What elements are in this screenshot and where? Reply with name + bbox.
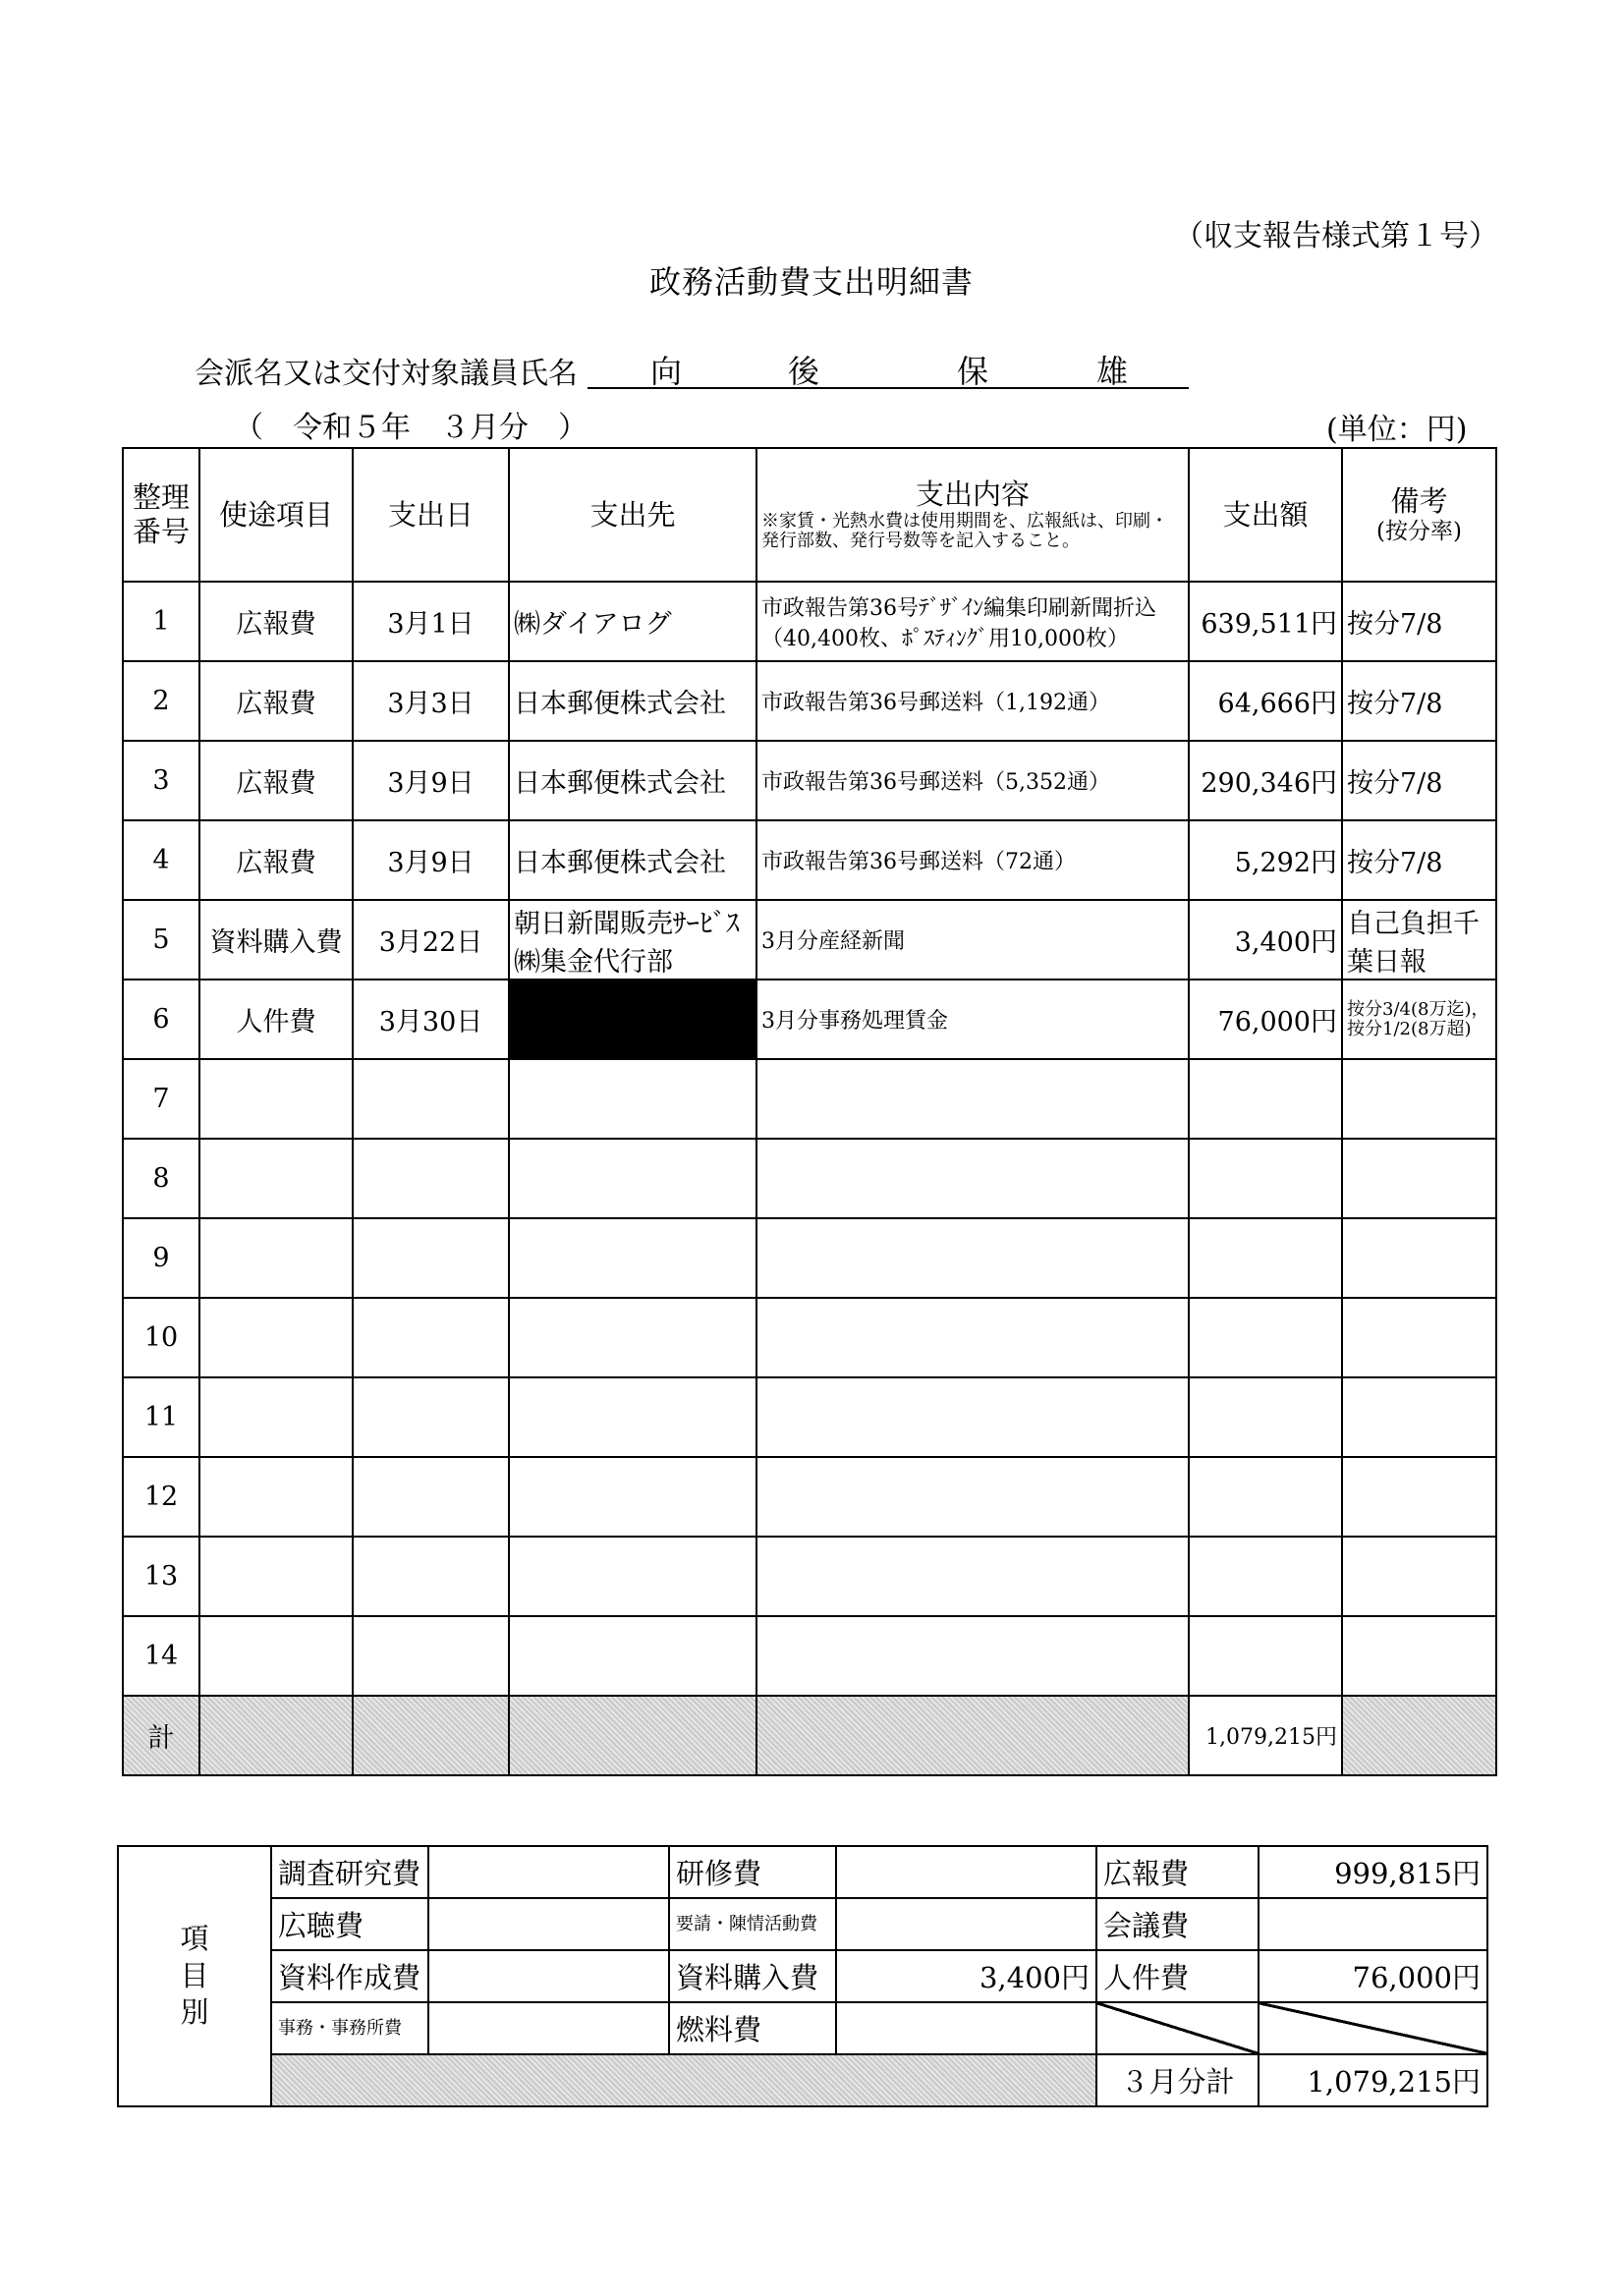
shaded-cell: [271, 2054, 1096, 2106]
row-date: [353, 1616, 509, 1696]
summary-label: 会議費: [1096, 1898, 1259, 1950]
total-label: 計: [123, 1696, 199, 1775]
row-purpose: [199, 1218, 353, 1298]
row-amount: [1189, 1457, 1342, 1537]
row-payee: 日本郵便株式会社: [509, 741, 756, 820]
row-remarks: 按分7/8: [1342, 820, 1496, 900]
table-row: [123, 1139, 1496, 1218]
summary-label: 広報費: [1096, 1846, 1259, 1898]
month-total-label: ３月分計: [1096, 2054, 1259, 2106]
summary-label: 資料購入費: [669, 1950, 836, 2002]
header-content-note: ※家賃・光熱水費は使用期間を、広報紙は、印刷・発行部数、発行号数等を記入すること。: [761, 510, 1168, 552]
shaded-cell: [756, 1696, 1189, 1775]
row-remarks: 按分7/8: [1342, 741, 1496, 820]
summary-value: 999,815円: [1259, 1846, 1487, 1898]
row-remarks: 按分7/8: [1342, 582, 1496, 661]
row-date: [353, 1377, 509, 1457]
row-remarks: [1342, 1457, 1496, 1537]
summary-value: [1259, 1898, 1487, 1950]
row-remarks: [1342, 1377, 1496, 1457]
member-name-char: 向: [650, 353, 683, 390]
summary-label: 要請・陳情活動費: [669, 1898, 836, 1950]
summary-label: 事務・事務所費: [271, 2002, 428, 2054]
row-date: [353, 1218, 509, 1298]
row-remarks: [1342, 1298, 1496, 1377]
row-content: 市政報告第36号郵送料（72通）: [756, 820, 1189, 900]
row-remarks: 自己負担千葉日報: [1342, 900, 1496, 980]
row-number: 4: [123, 820, 199, 900]
row-remarks: [1342, 1218, 1496, 1298]
month-total-value: 1,079,215円: [1259, 2054, 1487, 2106]
row-remarks: [1342, 1059, 1496, 1139]
table-row: [123, 1537, 1496, 1616]
row-amount: 290,346円: [1189, 741, 1342, 820]
row-purpose: 資料購入費: [199, 900, 353, 980]
row-number: 12: [123, 1457, 199, 1537]
summary-label: 資料作成費: [271, 1950, 428, 2002]
table-row: [123, 582, 1496, 661]
summary-label: 人件費: [1096, 1950, 1259, 2002]
row-amount: 64,666円: [1189, 661, 1342, 741]
row-payee: [509, 1139, 756, 1218]
header-date: 支出日: [353, 448, 509, 582]
row-purpose: 広報費: [199, 582, 353, 661]
row-amount: [1189, 1218, 1342, 1298]
row-payee: [509, 1616, 756, 1696]
table-row: [123, 1298, 1496, 1377]
row-content: [756, 1218, 1189, 1298]
summary-row: [118, 1950, 1487, 2002]
row-amount: 639,511円: [1189, 582, 1342, 661]
row-amount: [1189, 1059, 1342, 1139]
row-content: 3月分事務処理賃金: [756, 980, 1189, 1059]
header-amount: 支出額: [1189, 448, 1342, 582]
row-amount: [1189, 1537, 1342, 1616]
row-content: 市政報告第36号郵送料（5,352通）: [756, 741, 1189, 820]
row-amount: 3,400円: [1189, 900, 1342, 980]
expense-table: [122, 447, 1497, 1776]
row-payee: [509, 1059, 756, 1139]
member-name-char: 後: [788, 353, 820, 390]
member-label: 会派名又は交付対象議員氏名: [195, 357, 578, 391]
table-row: [123, 1616, 1496, 1696]
summary-value: [836, 1846, 1096, 1898]
row-date: [353, 1139, 509, 1218]
total-row: [123, 1696, 1496, 1775]
row-date: [353, 1059, 509, 1139]
summary-total-row: [118, 2054, 1487, 2106]
summary-label: 調査研究費: [271, 1846, 428, 1898]
summary-side-label: 項 目 別: [118, 1846, 271, 2106]
table-row: [123, 900, 1496, 980]
row-payee: ㈱ダイアログ: [509, 582, 756, 661]
row-payee: [509, 1298, 756, 1377]
header-content-title: 支出内容: [915, 476, 1030, 511]
summary-label: 燃料費: [669, 2002, 836, 2054]
summary-value: [428, 1950, 669, 2002]
row-content: 3月分産経新聞: [756, 900, 1189, 980]
row-amount: [1189, 1298, 1342, 1377]
row-remarks: [1342, 1616, 1496, 1696]
redacted-payee: [509, 980, 756, 1059]
row-date: [353, 1457, 509, 1537]
table-row: [123, 1218, 1496, 1298]
shaded-cell: [509, 1696, 756, 1775]
summary-value: [428, 1846, 669, 1898]
header-purpose: 使途項目: [199, 448, 353, 582]
row-content: [756, 1298, 1189, 1377]
row-purpose: [199, 1457, 353, 1537]
member-name-char: 保: [957, 353, 989, 390]
row-amount: [1189, 1616, 1342, 1696]
summary-value: [428, 2002, 669, 2054]
row-date: 3月9日: [353, 741, 509, 820]
row-number: 3: [123, 741, 199, 820]
row-payee: [509, 1218, 756, 1298]
summary-row: [118, 2002, 1487, 2054]
row-number: 5: [123, 900, 199, 980]
row-amount: 5,292円: [1189, 820, 1342, 900]
row-purpose: 広報費: [199, 741, 353, 820]
row-payee: 朝日新聞販売ｻｰﾋﾞｽ㈱集金代行部: [509, 900, 756, 980]
summary-label: 研修費: [669, 1846, 836, 1898]
row-date: 3月9日: [353, 820, 509, 900]
table-header-row: [123, 448, 1496, 582]
period: （ 令和５年 ３月分 ）: [234, 411, 588, 445]
summary-row: [118, 1898, 1487, 1950]
diagonal-cell: [1259, 2002, 1487, 2054]
row-payee: [509, 1377, 756, 1457]
table-row: [123, 980, 1496, 1059]
summary-value: [836, 2002, 1096, 2054]
header-remarks-title: 備考: [1390, 483, 1448, 518]
form-number: （収支報告様式第１号）: [1174, 219, 1498, 253]
row-amount: [1189, 1139, 1342, 1218]
row-purpose: [199, 1059, 353, 1139]
row-number: 9: [123, 1218, 199, 1298]
header-remarks: [1342, 448, 1496, 582]
summary-value: 76,000円: [1259, 1950, 1487, 2002]
summary-row: [118, 1846, 1487, 1898]
row-date: [353, 1298, 509, 1377]
category-summary-table: [117, 1845, 1488, 2107]
row-remarks: [1342, 1139, 1496, 1218]
shaded-cell: [199, 1696, 353, 1775]
row-remarks: 按分7/8: [1342, 661, 1496, 741]
row-payee: [509, 1457, 756, 1537]
row-number: 1: [123, 582, 199, 661]
table-row: [123, 1059, 1496, 1139]
shaded-cell: [1342, 1696, 1496, 1775]
row-payee: [509, 1537, 756, 1616]
table-row: [123, 741, 1496, 820]
row-date: [353, 1537, 509, 1616]
row-date: 3月22日: [353, 900, 509, 980]
document-title: 政務活動費支出明細書: [648, 263, 974, 301]
row-number: 7: [123, 1059, 199, 1139]
row-content: 市政報告第36号ﾃﾞｻﾞｲﾝ編集印刷新聞折込（40,400枚、ﾎﾟｽﾃｨﾝｸﾞ用10,000枚）: [756, 582, 1189, 661]
header-remarks-sub: (按分率): [1376, 518, 1462, 544]
row-date: 3月30日: [353, 980, 509, 1059]
row-number: 11: [123, 1377, 199, 1457]
row-number: 14: [123, 1616, 199, 1696]
row-purpose: 広報費: [199, 820, 353, 900]
unit-label: (単位：円): [1326, 413, 1468, 447]
row-number: 13: [123, 1537, 199, 1616]
table-row: [123, 1377, 1496, 1457]
row-number: 2: [123, 661, 199, 741]
summary-value: 3,400円: [836, 1950, 1096, 2002]
row-purpose: [199, 1139, 353, 1218]
summary-label: 広聴費: [271, 1898, 428, 1950]
header-content: [756, 448, 1189, 582]
table-row: [123, 820, 1496, 900]
row-purpose: [199, 1298, 353, 1377]
row-payee: 日本郵便株式会社: [509, 820, 756, 900]
row-content: [756, 1377, 1189, 1457]
row-content: [756, 1059, 1189, 1139]
row-number: 6: [123, 980, 199, 1059]
row-purpose: [199, 1377, 353, 1457]
row-amount: [1189, 1377, 1342, 1457]
row-payee: 日本郵便株式会社: [509, 661, 756, 741]
row-content: 市政報告第36号郵送料（1,192通）: [756, 661, 1189, 741]
row-content: [756, 1616, 1189, 1696]
shaded-cell: [353, 1696, 509, 1775]
row-content: [756, 1139, 1189, 1218]
row-amount: 76,000円: [1189, 980, 1342, 1059]
row-purpose: [199, 1616, 353, 1696]
row-number: 10: [123, 1298, 199, 1377]
row-purpose: 広報費: [199, 661, 353, 741]
summary-value: [428, 1898, 669, 1950]
row-content: [756, 1537, 1189, 1616]
row-date: 3月3日: [353, 661, 509, 741]
total-amount: 1,079,215円: [1189, 1696, 1342, 1775]
row-purpose: [199, 1537, 353, 1616]
table-row: [123, 1457, 1496, 1537]
row-remarks: [1342, 1537, 1496, 1616]
row-number: 8: [123, 1139, 199, 1218]
row-purpose: 人件費: [199, 980, 353, 1059]
header-no: 整理 番号: [123, 448, 199, 582]
diagonal-cell: [1096, 2002, 1259, 2054]
summary-value: [836, 1898, 1096, 1950]
member-name-char: 雄: [1096, 353, 1129, 390]
header-payee: 支出先: [509, 448, 756, 582]
row-remarks: 按分3/4(8万迄)，按分1/2(8万超): [1342, 980, 1496, 1059]
row-date: 3月1日: [353, 582, 509, 661]
row-content: [756, 1457, 1189, 1537]
table-row: [123, 661, 1496, 741]
